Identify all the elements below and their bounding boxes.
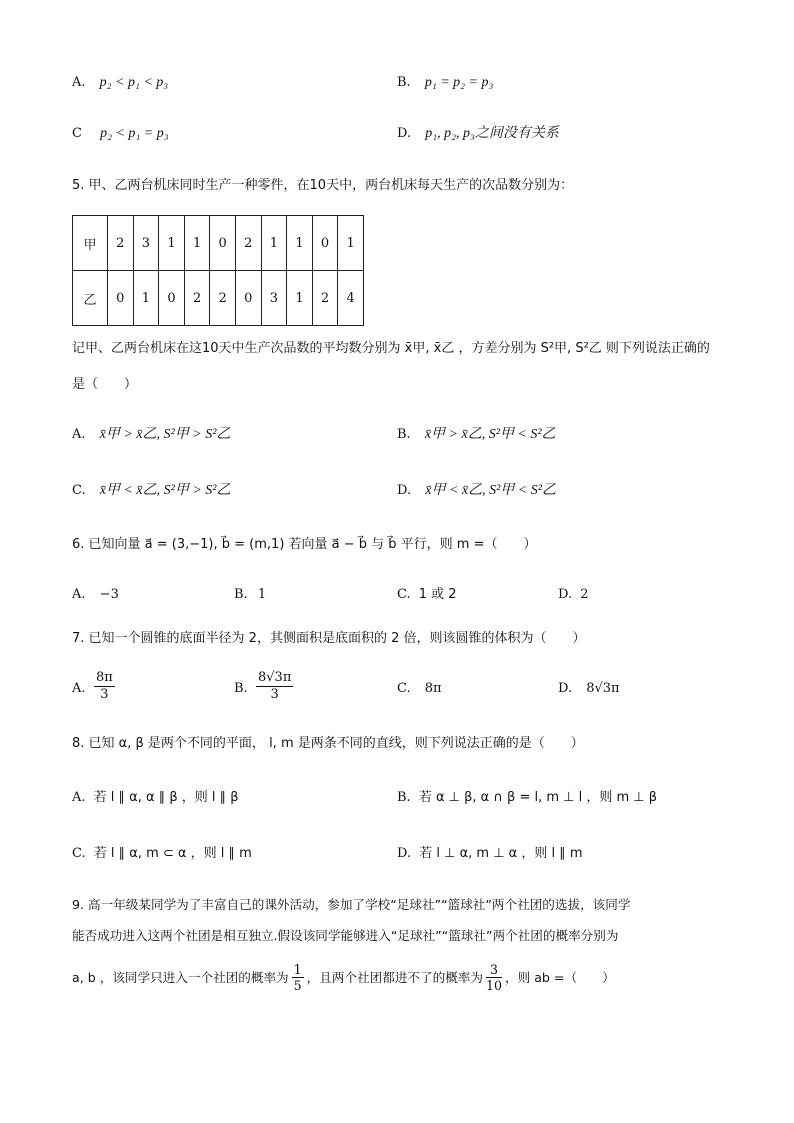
q5-option-a bbox=[72, 426, 230, 444]
q6-option-c bbox=[397, 586, 457, 604]
table-cell: 1 bbox=[184, 216, 210, 271]
q6-option-d bbox=[558, 586, 589, 604]
table-cell: 2 bbox=[210, 271, 236, 326]
q7-option-b-numerator: 8√3π bbox=[258, 670, 292, 685]
q4-option-b-letter: B. bbox=[397, 75, 411, 90]
table-cell: 0 bbox=[235, 271, 261, 326]
q9-line3-a: a, b ，该同学只进入一个社团的概率为 bbox=[72, 969, 289, 985]
q9-fraction-1 bbox=[292, 962, 304, 993]
table-cell: 4 bbox=[338, 271, 364, 326]
q9-line2: 能否成功进入这两个社团是相互独立.假设该同学能够进入“足球社”“篮球社”两个社团的概率分别为 bbox=[72, 928, 619, 943]
q5-option-c-text: x̄甲 < x̄乙, S²甲 > S²乙 bbox=[99, 483, 231, 498]
q7-option-b-letter: B. bbox=[234, 681, 248, 696]
q9-fraction-1-den: 5 bbox=[293, 978, 302, 993]
q5-follow-line2: 是（ ） bbox=[72, 377, 138, 392]
q8-option-c-letter: C. bbox=[72, 846, 86, 861]
table-cell: 0 bbox=[312, 216, 338, 271]
q4-option-a bbox=[72, 74, 168, 92]
table-cell: 0 bbox=[159, 271, 185, 326]
table-row bbox=[73, 216, 364, 271]
q4-option-d-text: p₁, p₂, p₃之间没有关系 bbox=[425, 126, 559, 141]
q8-option-b-letter: B. bbox=[397, 790, 411, 805]
q4-option-c-text: p₂ < p₁ = p₃ bbox=[100, 126, 169, 141]
q9-line3 bbox=[72, 962, 615, 993]
q7-option-d-letter: D. bbox=[558, 681, 573, 696]
q5-defect-table bbox=[72, 215, 364, 326]
q4-option-b bbox=[397, 74, 493, 92]
q5-option-b-text: x̄甲 > x̄乙, S²甲 < S²乙 bbox=[424, 427, 556, 442]
q7-option-b-denominator: 3 bbox=[270, 687, 279, 702]
table-cell: 2 bbox=[108, 216, 134, 271]
q6-option-b-letter: B. bbox=[234, 587, 248, 602]
q8-option-b-text: 若 α ⊥ β, α ∩ β = l, m ⊥ l ，则 m ⊥ β bbox=[418, 790, 658, 805]
q4-option-b-text: p₁ = p₂ = p₃ bbox=[424, 75, 494, 90]
q9-fraction-2-den: 10 bbox=[485, 978, 502, 993]
table-row-label: 甲 bbox=[73, 216, 108, 271]
q5-option-b-letter: B. bbox=[397, 427, 411, 442]
q7-option-b bbox=[234, 680, 248, 698]
q5-option-d-letter: D. bbox=[397, 483, 412, 498]
q6-option-a bbox=[72, 586, 119, 604]
q6-option-b-text: 1 bbox=[257, 587, 267, 602]
table-cell: 0 bbox=[108, 271, 134, 326]
table-row bbox=[73, 271, 364, 326]
q8-option-c bbox=[72, 845, 252, 863]
q6-option-a-letter: A. bbox=[72, 587, 86, 602]
q9-line3-b: ，且两个社团都进不了的概率为 bbox=[306, 969, 483, 985]
table-cell: 2 bbox=[235, 216, 261, 271]
q5-option-c bbox=[72, 482, 230, 500]
q8-option-d-text: 若 l ⊥ α, m ⊥ α ，则 l ∥ m bbox=[419, 846, 583, 861]
q5-option-b bbox=[397, 426, 556, 444]
table-cell: 2 bbox=[184, 271, 210, 326]
q4-option-a-text: p₂ < p₁ < p₃ bbox=[99, 75, 169, 90]
table-cell: 1 bbox=[133, 271, 159, 326]
q7-option-c bbox=[397, 680, 442, 698]
q8-option-b bbox=[397, 789, 657, 807]
q5-option-c-letter: C. bbox=[72, 483, 86, 498]
q6-option-c-letter: C. bbox=[397, 587, 411, 602]
q6-option-c-text: 1 或 2 bbox=[418, 587, 457, 602]
q4-option-c-letter: C bbox=[72, 126, 82, 141]
q6-option-a-text: −3 bbox=[99, 587, 119, 602]
table-cell: 1 bbox=[287, 216, 313, 271]
q8-option-d bbox=[397, 845, 583, 863]
q5-option-d bbox=[397, 482, 556, 500]
table-cell: 3 bbox=[261, 271, 287, 326]
q7-option-a-denominator: 3 bbox=[100, 687, 109, 702]
q8-option-a-text: 若 l ∥ α, α ∥ β ，则 l ∥ β bbox=[93, 790, 239, 805]
q8-option-c-text: 若 l ∥ α, m ⊂ α ，则 l ∥ m bbox=[93, 846, 252, 861]
q8-option-a-letter: A. bbox=[72, 790, 86, 805]
q9-fraction-2 bbox=[486, 962, 502, 993]
q7-stem: 7. 已知一个圆锥的底面半径为 2，其侧面积是底面积的 2 倍，则该圆锥的体积为（ ） bbox=[72, 631, 586, 646]
q8-option-d-letter: D. bbox=[397, 846, 412, 861]
q7-option-a-letter: A. bbox=[72, 681, 86, 696]
table-cell: 0 bbox=[210, 216, 236, 271]
q6-option-d-text: 2 bbox=[580, 587, 589, 602]
q5-option-a-text: x̄甲 > x̄乙, S²甲 > S²乙 bbox=[99, 427, 231, 442]
q7-option-b-fraction bbox=[256, 670, 293, 703]
q7-option-d bbox=[558, 680, 620, 698]
q4-option-c bbox=[72, 125, 169, 143]
q4-option-d bbox=[397, 125, 559, 143]
table-row-label: 乙 bbox=[73, 271, 108, 326]
q5-stem: 5. 甲、乙两台机床同时生产一种零件，在10天中，两台机床每天生产的次品数分别为： bbox=[72, 178, 574, 193]
table-cell: 1 bbox=[159, 216, 185, 271]
q7-option-d-text: 8√3π bbox=[586, 681, 620, 696]
q9-fraction-2-num: 3 bbox=[486, 962, 502, 978]
q7-option-a-fraction bbox=[94, 670, 115, 703]
q5-option-a-letter: A. bbox=[72, 427, 86, 442]
q4-option-a-letter: A. bbox=[72, 75, 86, 90]
q7-option-c-letter: C. bbox=[397, 681, 411, 696]
q5-follow-line1: 记甲、乙两台机床在这10天中生产次品数的平均数分别为 x̄甲, x̄乙 ，方差分别为 S²甲, S²乙 则下列说法正确的 bbox=[72, 341, 710, 356]
q6-option-d-letter: D. bbox=[558, 587, 573, 602]
q7-option-c-text: 8π bbox=[424, 681, 442, 696]
table-cell: 2 bbox=[312, 271, 338, 326]
table-cell: 1 bbox=[338, 216, 364, 271]
q8-option-a bbox=[72, 789, 239, 807]
q8-stem: 8. 已知 α, β 是两个不同的平面， l, m 是两条不同的直线，则下列说法正确的是（ ） bbox=[72, 736, 584, 751]
q9-line1: 9. 高一年级某同学为了丰富自己的课外活动，参加了学校“足球社”“篮球社”两个社团的选拔，该同学 bbox=[72, 897, 631, 912]
q5-option-d-text: x̄甲 < x̄乙, S²甲 < S²乙 bbox=[425, 483, 556, 498]
q9-fraction-1-num: 1 bbox=[293, 962, 302, 977]
q7-option-a bbox=[72, 680, 86, 698]
q9-line3-c: ，则 ab =（ ） bbox=[505, 969, 615, 985]
q6-stem: 6. 已知向量 a⃗ = (3,−1), b⃗ = (m,1) 若向量 a⃗ − b⃗ 与 b⃗ 平行，则 m =（ ） bbox=[72, 537, 537, 552]
q4-option-d-letter: D. bbox=[397, 126, 412, 141]
table-cell: 1 bbox=[287, 271, 313, 326]
q6-option-b bbox=[234, 586, 266, 604]
table-cell: 1 bbox=[261, 216, 287, 271]
table-cell: 3 bbox=[133, 216, 159, 271]
q7-option-a-numerator: 8π bbox=[96, 670, 113, 685]
